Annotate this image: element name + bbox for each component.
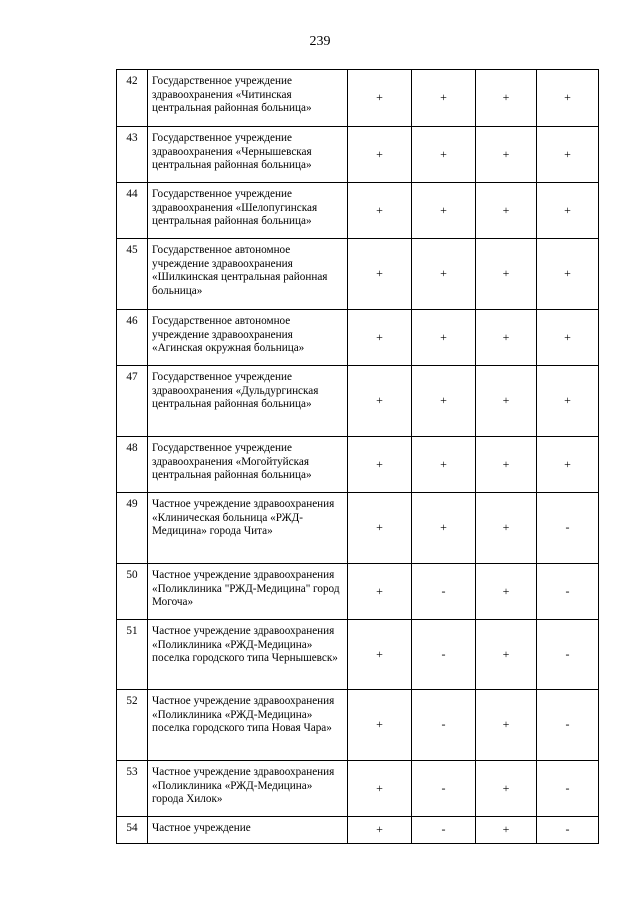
table-row <box>117 183 599 239</box>
mark-cell: + <box>476 564 537 620</box>
mark-cell: + <box>537 310 599 366</box>
mark-cell: - <box>537 690 599 761</box>
mark-cell: + <box>348 183 412 239</box>
mark-cell: + <box>476 310 537 366</box>
row-number: 45 <box>117 239 148 310</box>
mark-cell: + <box>348 493 412 564</box>
institution-name: Частное учреждение <box>148 817 348 844</box>
institution-name: Государственное автономное учреждение здравоохранения «Агинская окружная больница» <box>148 310 348 366</box>
mark-cell: + <box>476 366 537 437</box>
institutions-table <box>116 69 599 844</box>
row-number: 54 <box>117 817 148 844</box>
row-number: 50 <box>117 564 148 620</box>
mark-cell: - <box>412 817 476 844</box>
mark-cell: + <box>348 761 412 817</box>
table-row <box>117 761 599 817</box>
institution-name: Частное учреждение здравоохранения «Поликлиника «РЖД-Медицина» города Хилок» <box>148 761 348 817</box>
mark-cell: + <box>348 366 412 437</box>
row-number: 52 <box>117 690 148 761</box>
row-number: 42 <box>117 70 148 127</box>
institution-name: Государственное учреждение здравоохранения «Чернышевская центральная районная больница» <box>148 127 348 183</box>
mark-cell: + <box>348 817 412 844</box>
mark-cell: + <box>476 690 537 761</box>
mark-cell: + <box>476 761 537 817</box>
mark-cell: + <box>537 366 599 437</box>
table-row <box>117 437 599 493</box>
institution-name: Государственное автономное учреждение здравоохранения «Шилкинская центральная районная больница» <box>148 239 348 310</box>
table-row <box>117 620 599 690</box>
mark-cell: - <box>412 564 476 620</box>
institution-name: Частное учреждение здравоохранения «Поликлиника "РЖД-Медицина" город Могоча» <box>148 564 348 620</box>
row-number: 46 <box>117 310 148 366</box>
mark-cell: + <box>348 127 412 183</box>
institution-name: Частное учреждение здравоохранения «Клиническая больница «РЖД-Медицина» города Чита» <box>148 493 348 564</box>
mark-cell: - <box>412 620 476 690</box>
table-row <box>117 690 599 761</box>
mark-cell: + <box>348 620 412 690</box>
mark-cell: - <box>537 817 599 844</box>
mark-cell: + <box>476 183 537 239</box>
institution-name: Частное учреждение здравоохранения «Поликлиника «РЖД-Медицина» поселка городского типа Чернышевск» <box>148 620 348 690</box>
row-number: 48 <box>117 437 148 493</box>
mark-cell: + <box>348 70 412 127</box>
row-number: 53 <box>117 761 148 817</box>
mark-cell: + <box>348 564 412 620</box>
row-number: 43 <box>117 127 148 183</box>
mark-cell: + <box>412 127 476 183</box>
table-row <box>117 310 599 366</box>
mark-cell: + <box>412 310 476 366</box>
row-number: 44 <box>117 183 148 239</box>
table-row <box>117 70 599 127</box>
mark-cell: + <box>537 127 599 183</box>
mark-cell: - <box>537 761 599 817</box>
institution-name: Государственное учреждение здравоохранения «Читинская центральная районная больница» <box>148 70 348 127</box>
institution-name: Государственное учреждение здравоохранения «Дульдургинская центральная районная больница» <box>148 366 348 437</box>
table-body <box>117 70 599 844</box>
mark-cell: + <box>348 310 412 366</box>
mark-cell: - <box>412 690 476 761</box>
institution-name: Частное учреждение здравоохранения «Поликлиника «РЖД-Медицина» поселка городского типа Новая Чара» <box>148 690 348 761</box>
mark-cell: + <box>412 239 476 310</box>
page-number: 239 <box>309 34 331 49</box>
mark-cell: + <box>476 620 537 690</box>
mark-cell: + <box>476 127 537 183</box>
institution-name: Государственное учреждение здравоохранения «Шелопугинская центральная районная больница» <box>148 183 348 239</box>
table-row <box>117 564 599 620</box>
mark-cell: - <box>537 564 599 620</box>
mark-cell: + <box>348 239 412 310</box>
mark-cell: + <box>412 183 476 239</box>
mark-cell: - <box>537 493 599 564</box>
mark-cell: + <box>348 690 412 761</box>
row-number: 47 <box>117 366 148 437</box>
table-row <box>117 493 599 564</box>
mark-cell: + <box>412 70 476 127</box>
table-row <box>117 366 599 437</box>
row-number: 51 <box>117 620 148 690</box>
table-row <box>117 817 599 844</box>
mark-cell: + <box>476 817 537 844</box>
mark-cell: - <box>537 620 599 690</box>
mark-cell: + <box>537 183 599 239</box>
mark-cell: + <box>348 437 412 493</box>
mark-cell: - <box>412 761 476 817</box>
mark-cell: + <box>476 493 537 564</box>
mark-cell: + <box>412 437 476 493</box>
mark-cell: + <box>476 239 537 310</box>
table-row <box>117 239 599 310</box>
mark-cell: + <box>476 437 537 493</box>
mark-cell: + <box>537 239 599 310</box>
mark-cell: + <box>537 437 599 493</box>
mark-cell: + <box>476 70 537 127</box>
table-row <box>117 127 599 183</box>
institution-name: Государственное учреждение здравоохранения «Могойтуйская центральная районная больница» <box>148 437 348 493</box>
mark-cell: + <box>537 70 599 127</box>
row-number: 49 <box>117 493 148 564</box>
mark-cell: + <box>412 366 476 437</box>
mark-cell: + <box>412 493 476 564</box>
